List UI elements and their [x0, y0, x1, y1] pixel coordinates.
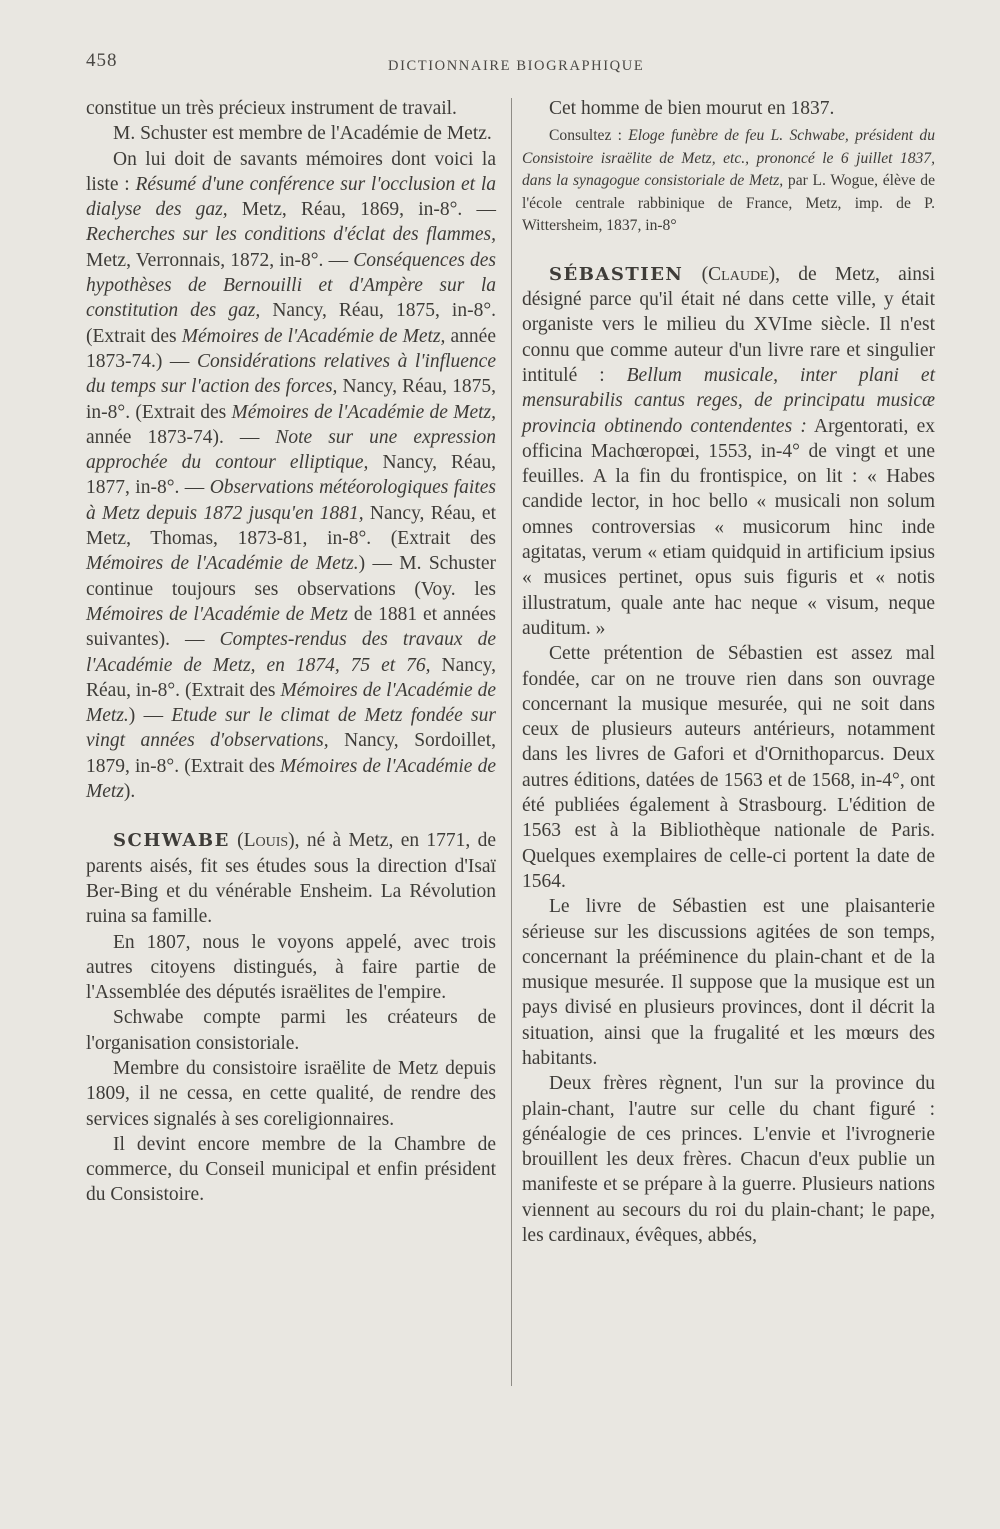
italic-title: Mémoires de l'Académie de Metz	[86, 603, 348, 625]
text-run: Consultez :	[549, 127, 629, 145]
left-column	[86, 96, 496, 1208]
text-run: Argentorati, ex officina Machœropœi, 1553, in-4° de vingt et une feuilles. A la fin du frontispice, on lit : « Habes candide lector, in hoc bello « musicali non solum omnes controversias « musicorum hinc inde agitatas, verum « etiam quidquid in artificium ipsius « musices pertinet, opus suis figuris et « notis illustratum, quale ante hac neque « visum, neque auditum. »	[522, 415, 935, 639]
text-run: par L. Wogue, élève de l'école centrale rabbinique de France, Metz, imp. de P. Wittersheim, 1837, in-8°	[522, 172, 935, 235]
text-run: de 1881 et années suivantes). —	[86, 603, 496, 651]
italic-title: Mémoires de l'Académie de Metz.	[86, 679, 496, 727]
italic-title: Recherches sur les conditions d'éclat des flammes,	[86, 224, 496, 246]
paragraph-schwabe-5: Il devint encore membre de la Chambre de commerce, du Conseil municipal et enfin président du Consistoire.	[86, 1133, 496, 1206]
firstname-schwabe: (Louis)	[237, 830, 295, 852]
italic-title: Conséquences des hypothèses de Bernouilli et d'Ampère sur la constitution des gaz,	[86, 249, 496, 322]
firstname-sebastien: (Claude)	[701, 263, 776, 285]
paragraph-schwabe-death: Cet homme de bien mourut en 1837.	[549, 98, 835, 119]
italic-title: Mémoires de l'Académie de Metz	[86, 755, 496, 803]
headword-sebastien: SÉBASTIEN	[549, 263, 684, 285]
text-run: Nancy, Réau, 1875, in-8°. (Extrait des	[86, 376, 496, 423]
paragraph-sebastien-3: Le livre de Sébastien est une plaisanterie sérieuse sur les discussions agitées de son temps, concernant la prééminence du plain-chant et de la musique mesurée. Il suppose que la musique est un pays divisé en plusieurs provinces, dont il décrit la situation, ainsi que la frugalité et les mœurs des habitants.	[522, 896, 935, 1069]
column-divider	[511, 98, 512, 1386]
text-run: On lui doit de savants mémoires dont voici la liste :	[86, 148, 496, 195]
italic-title: Comptes-rendus des travaux de l'Académie de Metz, en 1874, 75 et 76,	[86, 629, 496, 676]
paragraph-schwabe-2: En 1807, nous le voyons appelé, avec trois autres citoyens distingués, à faire partie de l'Assemblée des députés israëlites de l'empire.	[86, 931, 496, 1004]
paragraph-sebastien-2: Cette prétention de Sébastien est assez mal fondée, car on ne trouve rien dans son ouvrage concernant la musique mesurée, qui ne soit dans ceux de plusieurs auteurs antérieurs, notamment dans les livres de Gafori et d'Ornithoparcus. Deux autres éditions, datées de 1563 et de 1568, in-4°, ont été publiées également à Strasbourg. L'édition de 1563 est à la Bibliothèque nationale de Paris. Quelques exemplaires de celle-ci portent la date de 1564.	[522, 643, 935, 892]
italic-title: Note sur une expression approchée du contour elliptique,	[86, 426, 497, 474]
sebastien-text-1	[522, 264, 935, 639]
text-run: Metz, Verronnais, 1872, in-8°. —	[86, 249, 354, 271]
running-head: DICTIONNAIRE BIOGRAPHIQUE	[388, 58, 645, 74]
paragraph-schuster-1: constitue un très précieux instrument de travail.	[86, 98, 457, 119]
italic-title: Résumé d'une conférence sur l'occlusion et la dialyse des gaz,	[86, 173, 496, 221]
text-run: Metz, Réau, 1869, in-8°. —	[227, 199, 496, 221]
text-run: Nancy, Réau, 1877, in-8°. —	[86, 452, 496, 499]
text-run: , de Metz, ainsi désigné parce qu'il était né dans cette ville, y était organiste vers le milieu du XVIme siècle. Il n'est connu que comme auteur d'un livre rare et singulier intitulé :	[522, 263, 935, 386]
page-header	[0, 50, 1000, 80]
italic-title: Considérations relatives à l'influence du temps sur l'action des forces,	[86, 350, 496, 398]
consult-note	[522, 125, 935, 238]
text-run: ).	[123, 781, 136, 803]
italic-title: Mémoires de l'Académie de Metz.	[86, 553, 359, 575]
italic-title: Bellum musicale, inter plani et mensurabilis cantus reges, de principatu musicæ provincia obtinendo contendentes :	[522, 364, 935, 437]
paragraph-schwabe-3: Schwabe compte parmi les créateurs de l'organisation consistoriale.	[86, 1007, 496, 1054]
text-run: Nancy, Réau, 1875, in-8°. (Extrait des	[86, 300, 497, 347]
italic-title: Etude sur le climat de Metz fondée sur vingt années d'observations,	[86, 705, 496, 752]
paragraph-schuster-2: M. Schuster est membre de l'Académie de Metz.	[113, 123, 492, 145]
italic-title: Mémoires de l'Académie de Metz,	[181, 325, 446, 347]
right-column	[522, 96, 935, 1248]
paragraph-sebastien-4: Deux frères règnent, l'un sur la province du plain-chant, l'autre sur celle du chant figuré : généalogie de ces princes. L'envie et l'ivrognerie brouillent les deux frères. Chacun d'eux publie un manifeste et se prépare à la guerre. Plusieurs nations viennent au secours du roi du plain-chant; le pape, les cardinaux, évêques, abbés,	[522, 1073, 935, 1247]
text-run: Nancy, Réau, in-8°. (Extrait des	[86, 654, 496, 701]
page-number: 458	[86, 50, 118, 71]
paragraph-schwabe-4: Membre du consistoire israëlite de Metz depuis 1809, il ne cessa, en cette qualité, de rendre des services signalés à ses coreligionnaires.	[86, 1057, 496, 1130]
text-run: année 1873-74.) —	[86, 325, 496, 372]
entry-schwabe	[86, 828, 496, 929]
text-run: ) — M. Schuster continue toujours ses observations (Voy. les	[86, 553, 496, 600]
paragraph-schuster-works	[86, 147, 496, 805]
text-run: Nancy, Sordoillet, 1879, in-8°. (Extrait des	[86, 730, 496, 777]
entry-sebastien	[522, 262, 935, 641]
italic-title: Observations météorologiques faites à Metz depuis 1872 jusqu'en 1881,	[86, 477, 496, 524]
italic-title: Mémoires de l'Académie de Metz,	[231, 401, 496, 423]
italic-title: Eloge funèbre de feu L. Schwabe, président du Consistoire israëlite de Metz, etc., prononcé le 6 juillet 1837, dans la synagogue consistoriale de Metz,	[522, 127, 936, 190]
headword-schwabe: SCHWABE	[113, 830, 230, 852]
text-run: ) —	[128, 705, 172, 727]
text-run: année 1873-74). —	[86, 426, 276, 448]
schwabe-text-1: , né à Metz, en 1771, de parents aisés, fit ses études sous la direction d'Isaï Ber-Bing et du vénérable Ensheim. La Révolution ruina sa famille.	[86, 830, 497, 928]
text-run: Nancy, Réau, et Metz, Thomas, 1873-81, in-8°. (Extrait des	[86, 502, 496, 550]
